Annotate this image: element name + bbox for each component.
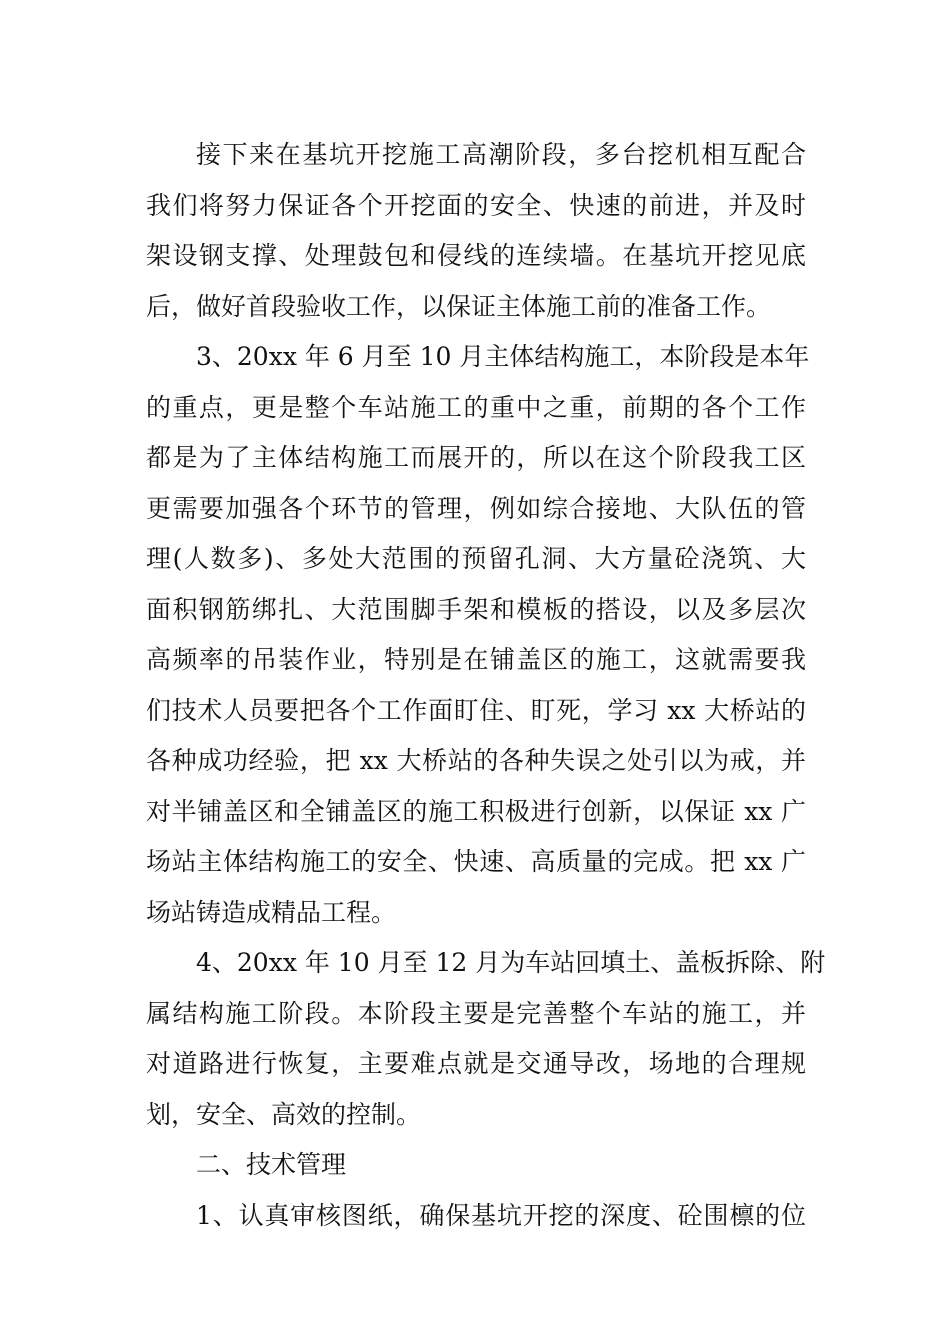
text-line: 对半铺盖区和全铺盖区的施工积极进行创新，以保证 xx 广 <box>146 796 806 826</box>
text-line: 接下来在基坑开挖施工高潮阶段，多台挖机相互配合 <box>196 140 806 169</box>
text-line: 更需要加强各个环节的管理，例如综合接地、大队伍的管 <box>146 493 806 523</box>
text-line: 高频率的吊装作业，特别是在铺盖区的施工，这就需要我 <box>146 645 806 674</box>
text-line: 对道路进行恢复，主要难点就是交通导改，场地的合理规 <box>146 1049 806 1078</box>
text-line: 的重点，更是整个车站施工的重中之重，前期的各个工作 <box>146 392 806 422</box>
text-line: 4、20xx 年 10 月至 12 月为车站回填土、盖板拆除、附 <box>196 948 826 977</box>
text-line: 都是为了主体结构施工而展开的，所以在这个阶段我工区 <box>146 443 806 472</box>
text-line: 划，安全、高效的控制。 <box>146 1099 422 1129</box>
text-line: 1、认真审核图纸，确保基坑开挖的深度、砼围檩的位 <box>196 1200 806 1230</box>
text-line: 们技术人员要把各个工作面盯住、盯死，学习 xx 大桥站的 <box>146 695 806 725</box>
text-line: 场站主体结构施工的安全、快速、高质量的完成。把 xx 广 <box>146 847 806 876</box>
text-line: 属结构施工阶段。本阶段主要是完善整个车站的施工，并 <box>146 998 806 1028</box>
section-heading: 二、技术管理 <box>196 1150 347 1179</box>
text-line: 架设钢支撑、处理鼓包和侵线的连续墙。在基坑开挖见底 <box>146 241 806 270</box>
text-line: 3、20xx 年 6 月至 10 月主体结构施工，本阶段是本年 <box>196 342 810 371</box>
text-line: 场站铸造成精品工程。 <box>146 897 397 927</box>
text-line: 我们将努力保证各个开挖面的安全、快速的前进，并及时 <box>146 190 806 220</box>
text-line: 面积钢筋绑扎、大范围脚手架和模板的搭设，以及多层次 <box>146 594 806 624</box>
text-line: 后，做好首段验收工作，以保证主体施工前的准备工作。 <box>146 291 772 321</box>
document-body <box>146 130 826 1241</box>
text-line: 理(人数多)、多处大范围的预留孔洞、大方量砼浇筑、大 <box>146 544 806 573</box>
text-line: 各种成功经验，把 xx 大桥站的各种失误之处引以为戒，并 <box>146 746 806 775</box>
